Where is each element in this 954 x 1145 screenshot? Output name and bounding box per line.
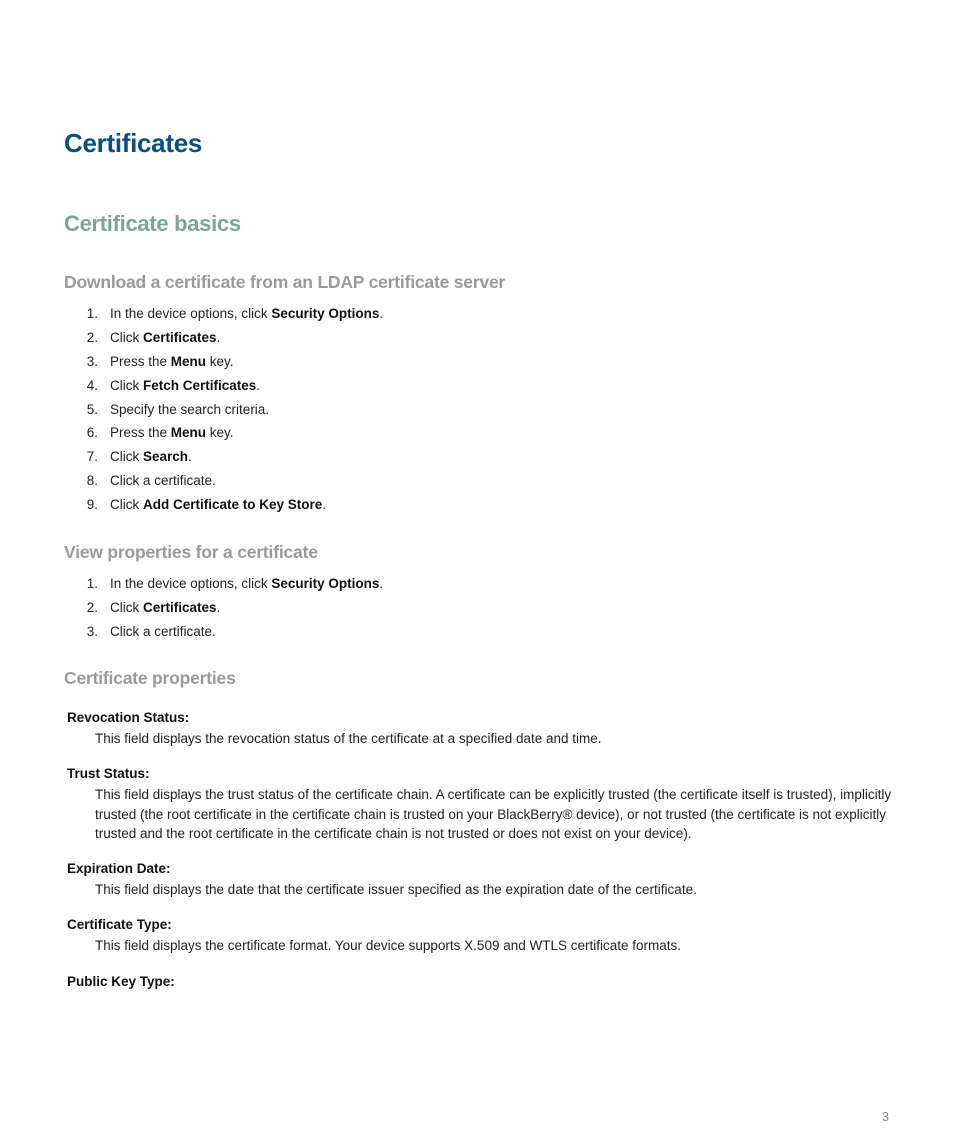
list-item — [64, 572, 383, 596]
list-item — [64, 421, 383, 445]
property-item — [67, 972, 897, 991]
property-term: Certificate Type: — [67, 917, 172, 933]
step-number: 6. — [86, 425, 98, 441]
property-item — [67, 708, 897, 748]
step-emphasis: Security Options — [271, 306, 380, 321]
list-item — [64, 398, 383, 422]
step-number: 1. — [86, 576, 98, 591]
property-description: This field displays the revocation status of the certificate at a specified date and time. — [95, 731, 602, 746]
step-emphasis: Menu — [170, 353, 207, 369]
step-suffix: . — [379, 576, 384, 591]
step-number: 5. — [86, 401, 98, 417]
step-number: 9. — [86, 497, 98, 513]
step-text: Specify the search criteria. — [110, 401, 270, 417]
step-number: 4. — [86, 377, 98, 393]
step-suffix: . — [216, 599, 221, 615]
list-item — [64, 596, 383, 620]
property-item — [67, 859, 897, 899]
property-description: This field displays the date that the certificate issuer specified as the expiration date of the certificate. — [95, 882, 697, 898]
property-term: Trust Status: — [67, 766, 150, 782]
step-emphasis: Security Options — [271, 576, 380, 591]
property-term: Revocation Status: — [67, 710, 190, 725]
properties-heading: Certificate properties — [64, 668, 236, 688]
section-title: Certificate basics — [64, 211, 241, 236]
list-item — [64, 302, 383, 326]
step-suffix: . — [256, 377, 261, 393]
step-suffix: key. — [206, 353, 234, 369]
property-term: Expiration Date: — [67, 861, 171, 877]
step-number: 8. — [86, 473, 98, 489]
step-suffix: . — [379, 306, 384, 321]
list-item — [64, 374, 383, 398]
step-number: 3. — [86, 353, 98, 369]
list-item — [64, 469, 383, 493]
step-number: 2. — [86, 329, 98, 345]
step-text: Click — [110, 377, 143, 393]
page-title: Certificates — [64, 128, 203, 158]
list-item — [64, 326, 383, 350]
property-term: Public Key Type: — [67, 973, 175, 989]
download-heading: Download a certificate from an LDAP certificate server — [64, 272, 506, 292]
list-item — [64, 493, 383, 517]
step-emphasis: Certificates — [143, 329, 217, 345]
step-text: In the device options, click — [110, 576, 272, 591]
step-text: Click a certificate. — [110, 473, 216, 489]
step-text: Click — [110, 449, 143, 465]
step-number: 3. — [86, 623, 98, 639]
property-item — [67, 915, 897, 955]
step-number: 7. — [86, 449, 98, 465]
step-text: Click — [110, 599, 143, 615]
step-text: Click — [110, 497, 143, 513]
step-emphasis: Menu — [170, 425, 207, 441]
list-item — [64, 350, 383, 374]
step-suffix: key. — [206, 425, 234, 441]
view-steps — [64, 572, 383, 644]
step-number: 1. — [86, 306, 98, 321]
page-number: 3 — [882, 1110, 889, 1124]
step-suffix: . — [216, 329, 221, 345]
step-text: Press the — [110, 353, 171, 369]
step-number: 2. — [86, 599, 98, 615]
step-suffix: . — [322, 497, 327, 513]
property-item — [67, 764, 897, 843]
properties-list — [67, 708, 897, 1007]
step-emphasis: Search — [143, 449, 189, 465]
property-description: This field displays the certificate format. Your device supports X.509 and WTLS certificate formats. — [95, 938, 682, 954]
property-description: This field displays the trust status of the certificate chain. A certificate can be explicitly trusted (the certificate itself is trusted), implicitly trusted (the root certificate in the certificate chain is trusted on your BlackBerry® device), or not trusted (the certificate is not explicitly trusted and the root certificate in the certificate chain is not trusted or does not exist on your device). — [95, 787, 892, 841]
step-emphasis: Add Certificate to Key Store — [143, 497, 323, 513]
step-text: In the device options, click — [110, 306, 272, 321]
list-item — [64, 445, 383, 469]
download-steps — [64, 302, 383, 517]
step-emphasis: Certificates — [143, 599, 217, 615]
step-text: Click — [110, 329, 143, 345]
step-emphasis: Fetch Certificates — [143, 377, 257, 393]
step-text: Press the — [110, 425, 171, 441]
view-heading: View properties for a certificate — [64, 542, 318, 562]
step-suffix: . — [188, 449, 192, 465]
list-item — [64, 620, 383, 644]
step-text: Click a certificate. — [110, 623, 216, 639]
